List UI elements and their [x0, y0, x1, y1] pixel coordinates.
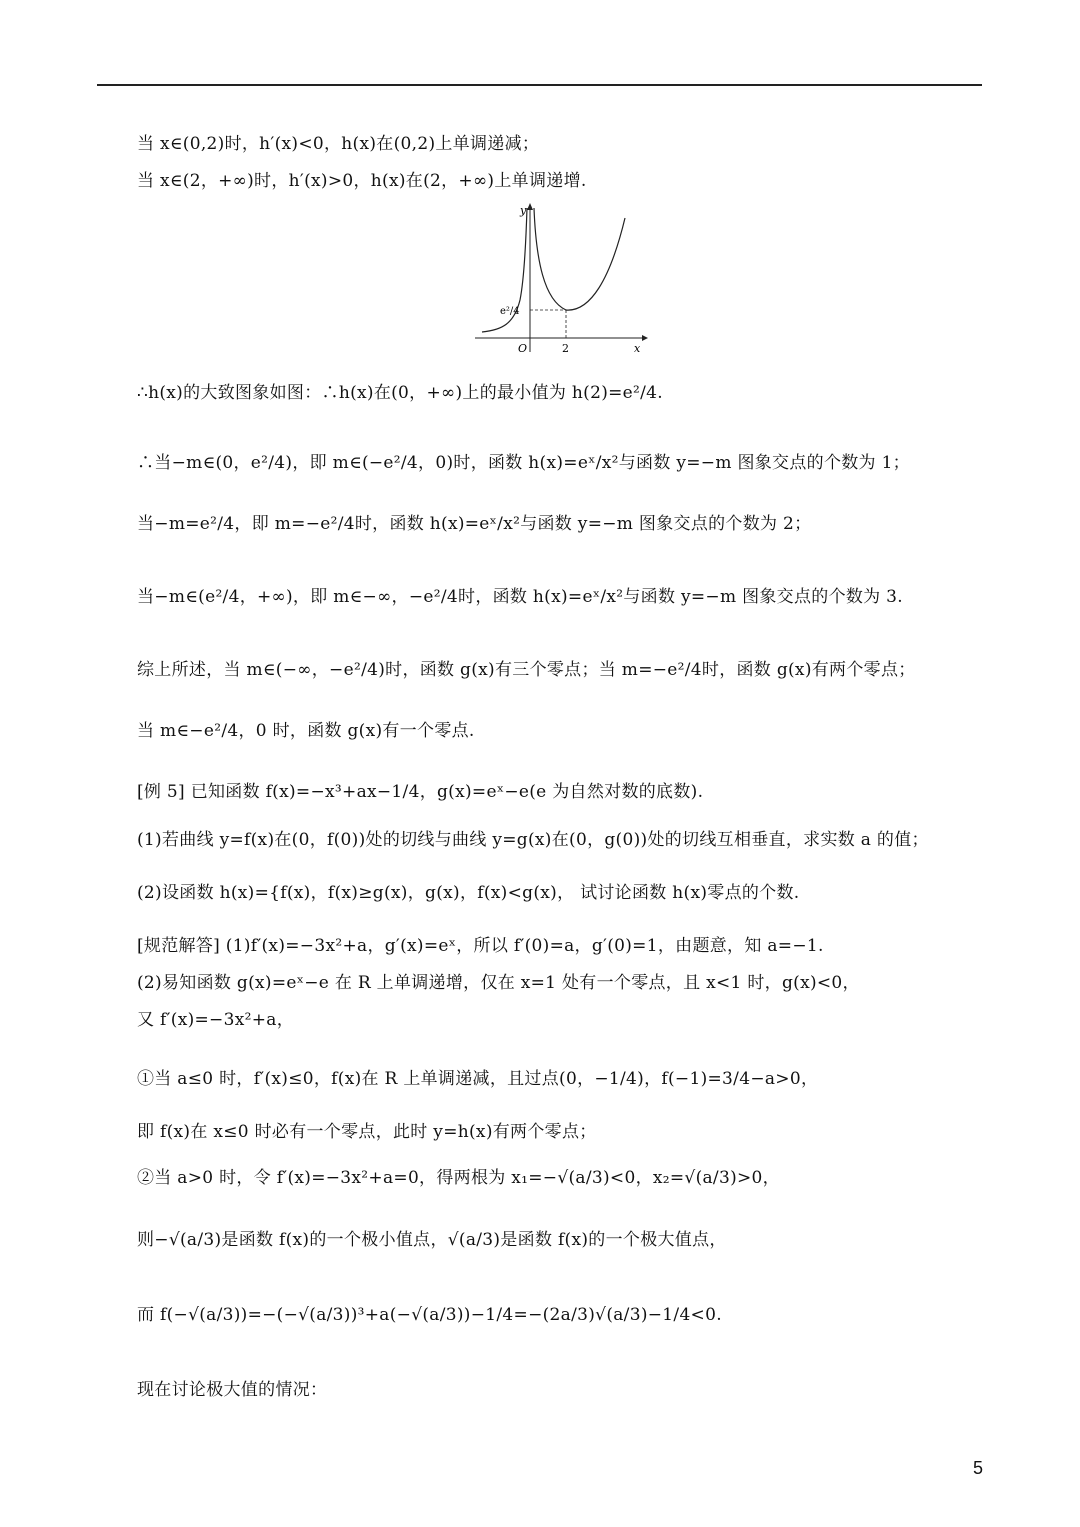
text-line: 则−√(a/3)是函数 f(x)的一个极小值点，√(a/3)是函数 f(x)的一个极大值点，	[137, 1230, 727, 1250]
text-line: ①当 a≤0 时，f′(x)≤0，f(x)在 R 上单调递减，且过点(0，−1/4)，f(−1)=3/4−a>0，	[137, 1069, 819, 1089]
function-graph	[470, 200, 650, 360]
graph-x-tick: 2	[562, 342, 569, 355]
text-line: ∴当−m∈(0，e²/4)，即 m∈(−e²/4，0)时，函数 h(x)=eˣ/x²与函数 y=−m 图象交点的个数为 1；	[137, 453, 910, 473]
text-line: (1)若曲线 y=f(x)在(0，f(0))处的切线与曲线 y=g(x)在(0，g(0))处的切线互相垂直，求实数 a 的值；	[137, 830, 929, 850]
text-line: 当 x∈(2，+∞)时，h′(x)>0，h(x)在(2，+∞)上单调递增.	[137, 171, 587, 191]
text-line: 现在讨论极大值的情况：	[137, 1380, 328, 1400]
text-line: 即 f(x)在 x≤0 时必有一个零点，此时 y=h(x)有两个零点；	[137, 1122, 597, 1142]
text-line: 综上所述，当 m∈(−∞，−e²/4)时，函数 g(x)有三个零点；当 m=−e²/4时，函数 g(x)有两个零点；	[137, 660, 916, 680]
text-line: (2)设函数 h(x)={f(x)，f(x)≥g(x)，g(x)，f(x)<g(x)， 试讨论函数 h(x)零点的个数.	[137, 883, 800, 903]
header-rule	[97, 84, 982, 86]
text-line: 当 m∈−e²/4，0 时，函数 g(x)有一个零点.	[137, 721, 475, 741]
graph-y-label: y	[520, 204, 527, 217]
text-line: 而 f(−√(a/3))=−(−√(a/3))³+a(−√(a/3))−1/4=−(2a/3)√(a/3)−1/4<0.	[137, 1305, 722, 1325]
text-line: 当−m∈(e²/4，+∞)，即 m∈−∞，−e²/4时，函数 h(x)=eˣ/x²与函数 y=−m 图象交点的个数为 3.	[137, 587, 903, 607]
graph-x-label: x	[634, 342, 641, 355]
page-number: 5	[972, 1458, 983, 1478]
text-line: (2)易知函数 g(x)=eˣ−e 在 R 上单调递增，仅在 x=1 处有一个零点，且 x<1 时，g(x)<0，	[137, 973, 860, 993]
text-line: 又 f′(x)=−3x²+a，	[137, 1010, 294, 1030]
text-line: 当−m=e²/4，即 m=−e²/4时，函数 h(x)=eˣ/x²与函数 y=−m 图象交点的个数为 2；	[137, 514, 812, 534]
graph-origin-label: O	[518, 342, 528, 355]
text-line: 当 x∈(0,2)时，h′(x)<0，h(x)在(0,2)上单调递减；	[137, 134, 540, 154]
text-line: ②当 a>0 时，令 f′(x)=−3x²+a=0，得两根为 x₁=−√(a/3)<0，x₂=√(a/3)>0，	[137, 1168, 780, 1188]
text-line: ∴h(x)的大致图象如图：∴h(x)在(0，+∞)上的最小值为 h(2)=e²/4.	[137, 383, 664, 403]
text-line: [例 5] 已知函数 f(x)=−x³+ax−1/4，g(x)=eˣ−e(e 为自然对数的底数).	[137, 782, 704, 802]
text-line: [规范解答] (1)f′(x)=−3x²+a，g′(x)=eˣ，所以 f′(0)=a，g′(0)=1，由题意，知 a=−1.	[137, 936, 824, 956]
graph-y-tick: e²/4	[500, 306, 520, 317]
